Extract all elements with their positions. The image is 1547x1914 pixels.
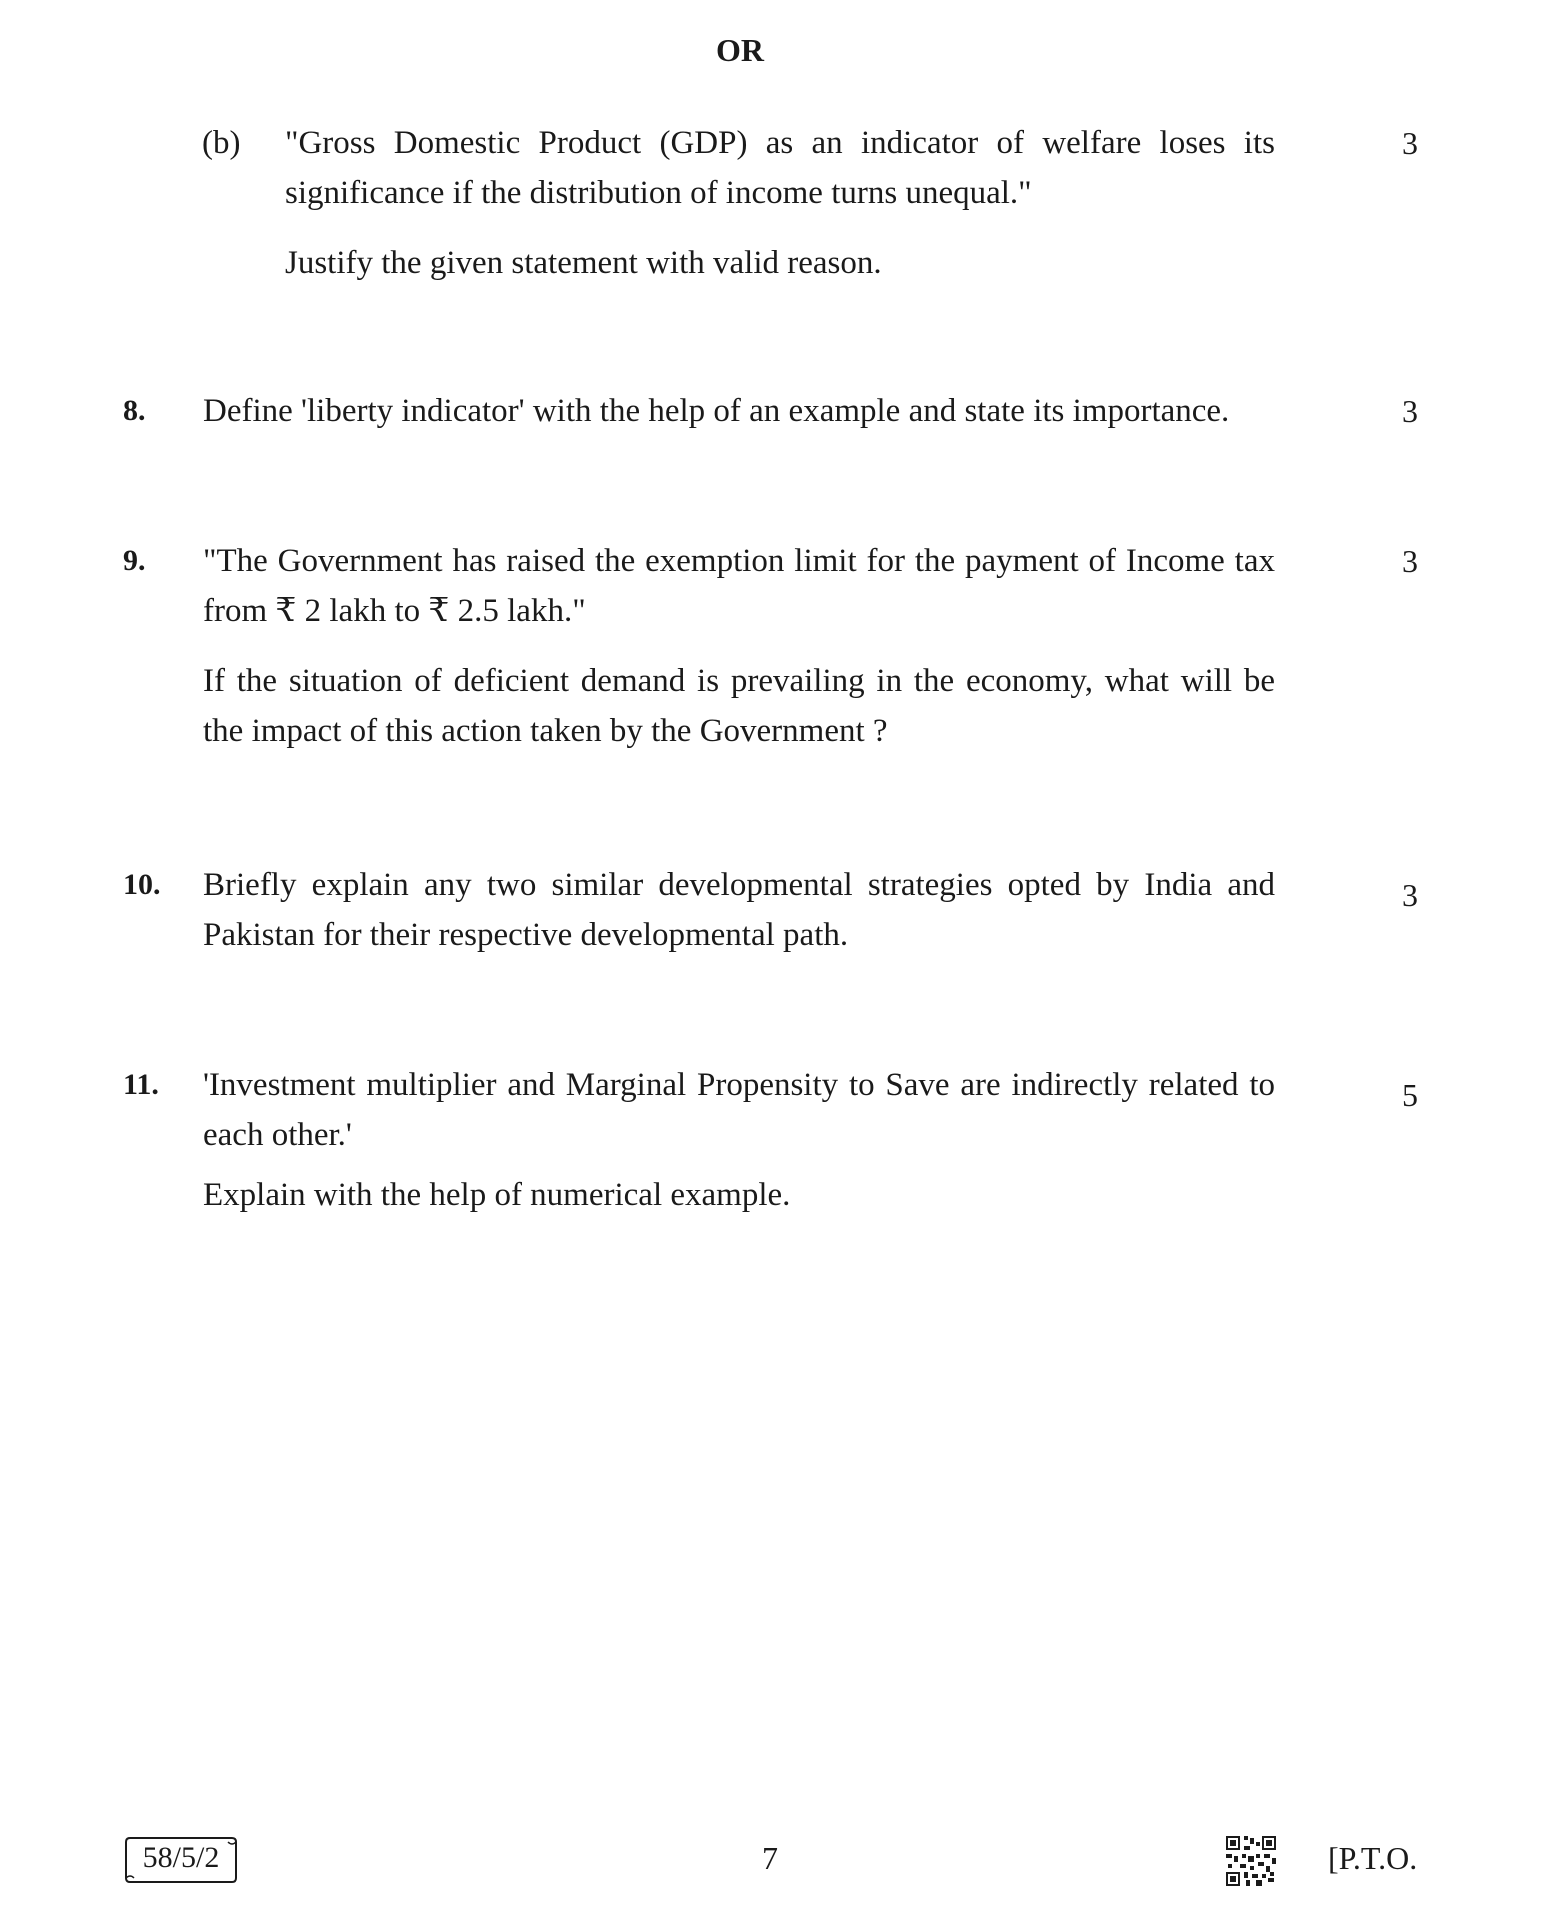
question-paragraph: "The Government has raised the exemption limit for the payment of Income tax from ₹ 2 lakh to ₹ 2.5 lakh." bbox=[203, 543, 1275, 629]
or-heading: OR bbox=[716, 32, 764, 68]
question-number: 10. bbox=[123, 868, 161, 901]
question-paragraph: Explain with the help of numerical example. bbox=[203, 1177, 791, 1213]
question-marks: 5 bbox=[1402, 1077, 1418, 1113]
question-number: 11. bbox=[123, 1068, 159, 1101]
question-marks: 3 bbox=[1402, 877, 1418, 913]
paper-code-text: 58/5/2 bbox=[142, 1841, 220, 1874]
question-paragraph: "Gross Domestic Product (GDP) as an indicator of welfare loses its significance if the distribution of income turns unequal." bbox=[285, 125, 1275, 211]
question-marks: 3 bbox=[1402, 393, 1418, 429]
question-paragraph: Define 'liberty indicator' with the help of an example and state its importance. bbox=[203, 393, 1230, 429]
question-paragraph: 'Investment multiplier and Marginal Propensity to Save are indirectly related to each other.' bbox=[203, 1067, 1275, 1153]
question-marks: 3 bbox=[1402, 125, 1418, 161]
question-text bbox=[203, 386, 1275, 456]
please-turn-over: [P.T.O. bbox=[1328, 1840, 1418, 1876]
qr-code-icon bbox=[1226, 1836, 1276, 1886]
question-number: 8. bbox=[123, 394, 146, 427]
question-text bbox=[203, 1060, 1275, 1240]
question-paragraph: Briefly explain any two similar developmental strategies opted by India and Pakistan for their respective developmental path. bbox=[203, 867, 1275, 953]
question-sub-label: (b) bbox=[202, 125, 241, 161]
question-paragraph: If the situation of deficient demand is prevailing in the economy, what will be the impact of this action taken by the Government ? bbox=[203, 663, 1275, 749]
question-text bbox=[203, 860, 1275, 980]
page-number: 7 bbox=[762, 1840, 778, 1876]
question-marks: 3 bbox=[1402, 543, 1418, 579]
question-text bbox=[203, 536, 1275, 776]
paper-code bbox=[124, 1834, 238, 1882]
question-paragraph: Justify the given statement with valid reason. bbox=[285, 245, 882, 281]
question-text bbox=[285, 118, 1275, 308]
question-number: 9. bbox=[123, 544, 146, 577]
